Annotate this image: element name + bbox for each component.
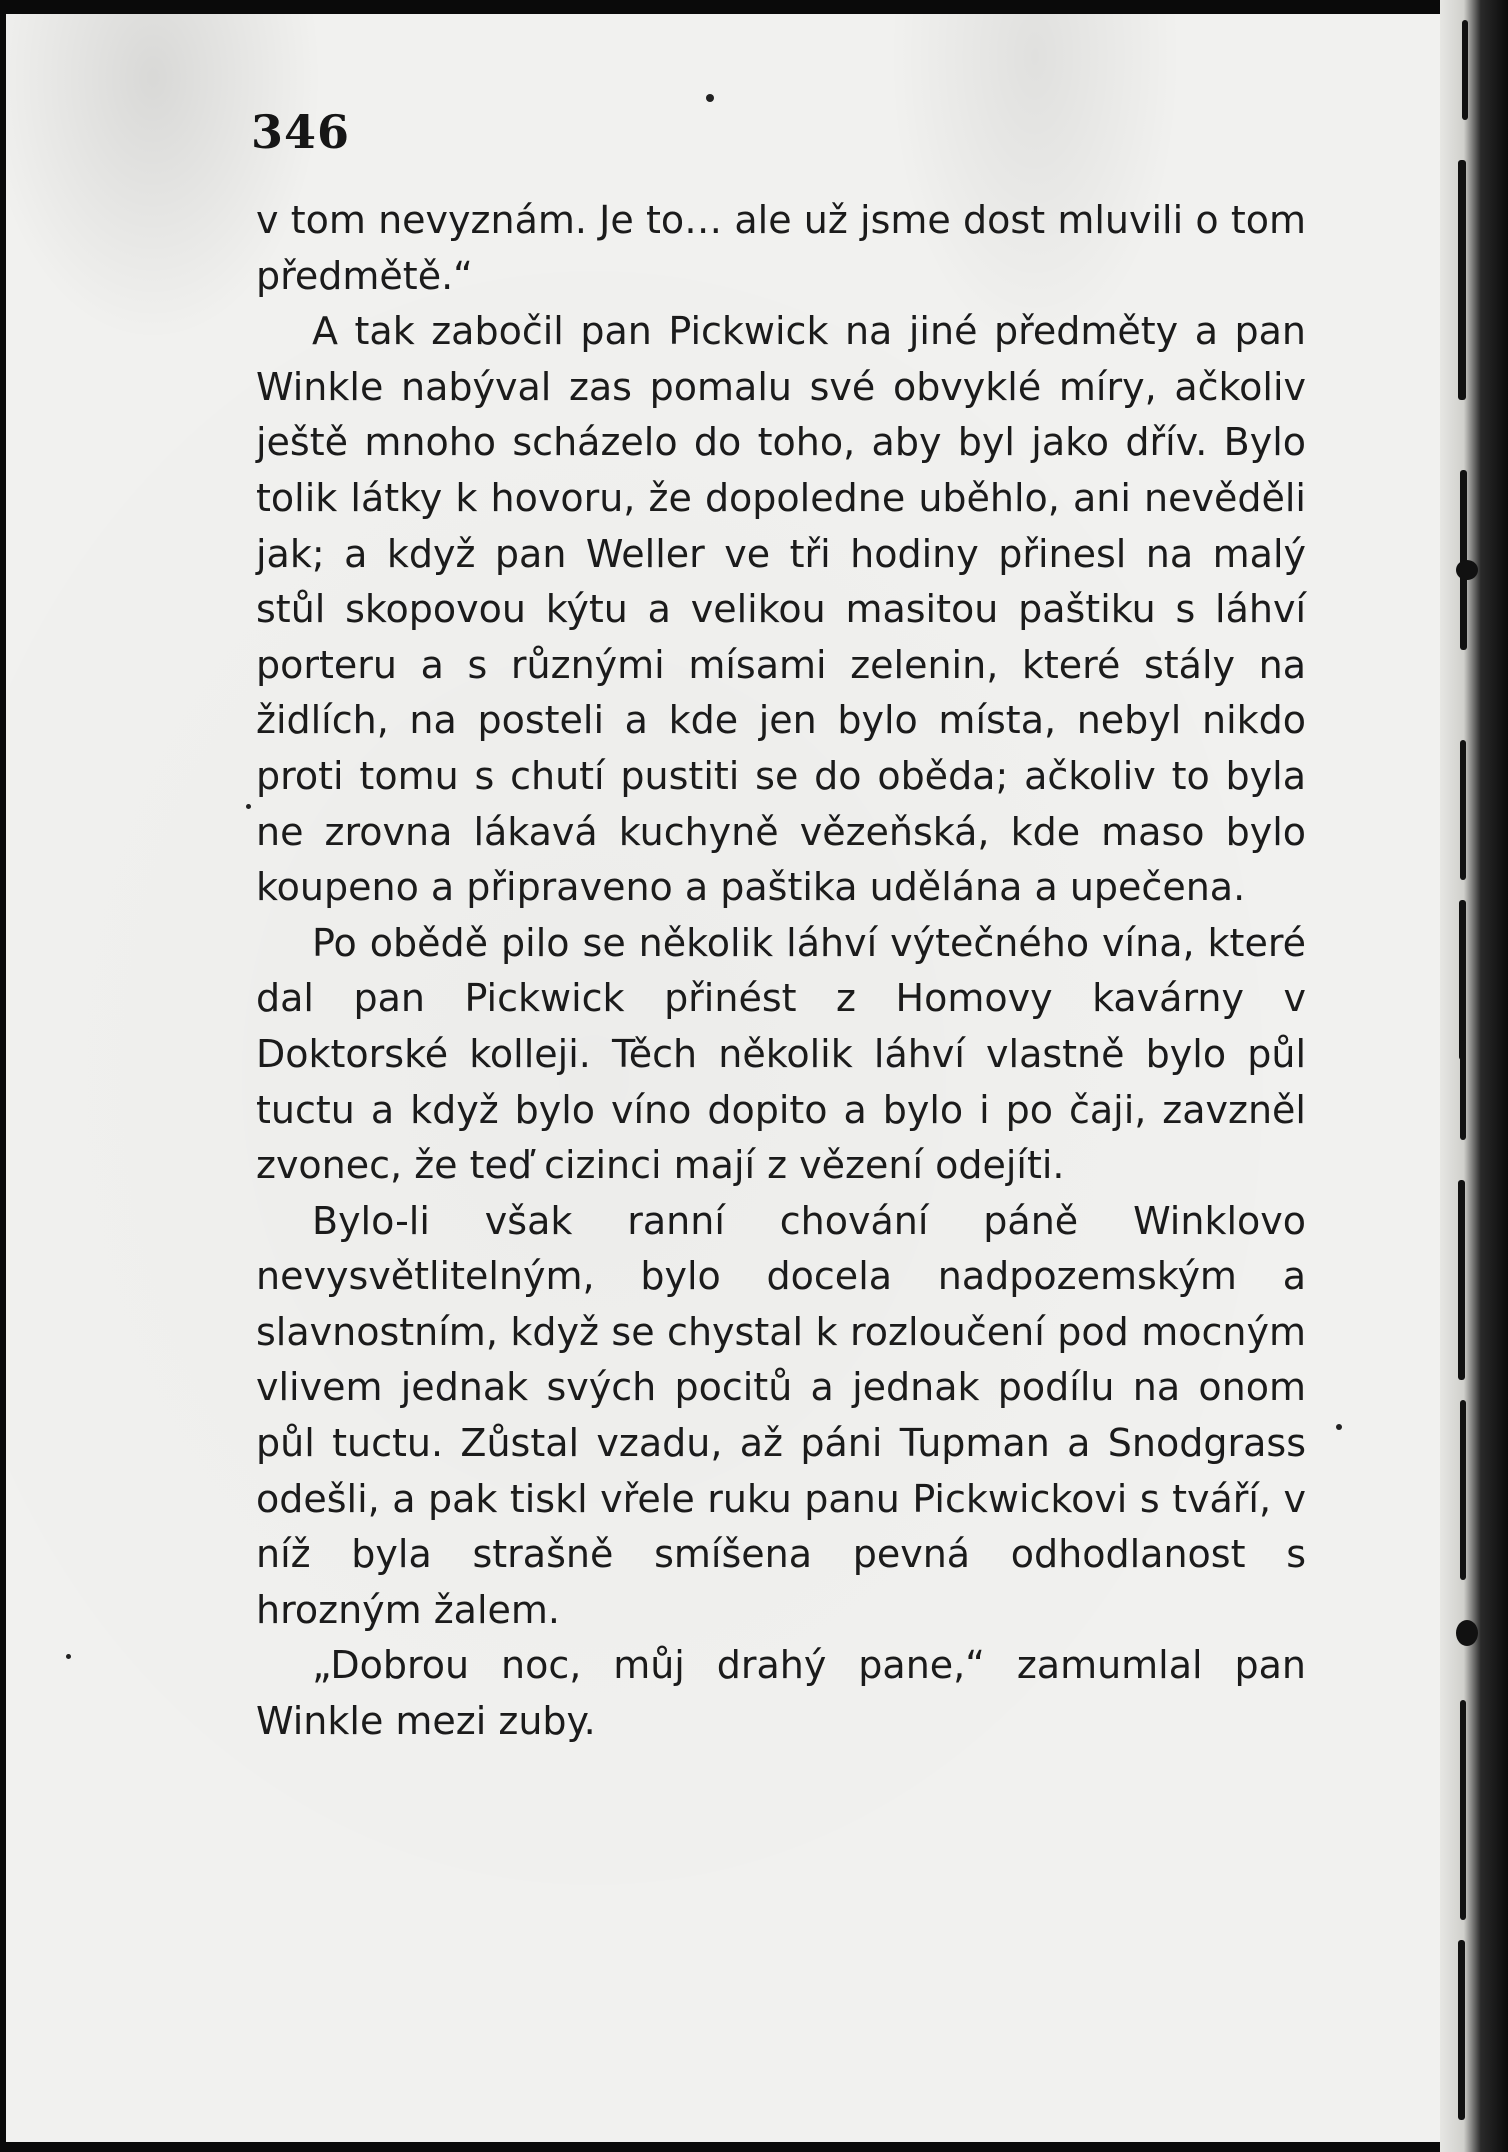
paragraph: v tom nevyznám. Je to… ale už jsme dost mluvili o tom předmětě.“ bbox=[256, 198, 1306, 298]
spine-mark bbox=[1460, 740, 1466, 880]
spine-mark bbox=[1460, 1700, 1466, 1920]
paragraph: „Dobrou noc, můj drahý pane,“ zamumlal pan Winkle mezi zuby. bbox=[256, 1643, 1306, 1744]
spine-mark bbox=[1458, 1180, 1465, 1380]
spine-mark bbox=[1460, 1040, 1466, 1140]
dust-speck bbox=[246, 804, 251, 809]
spine-mark bbox=[1460, 1400, 1466, 1580]
spine-mark bbox=[1459, 900, 1466, 1060]
dust-speck bbox=[66, 1654, 71, 1659]
dust-speck bbox=[1336, 1424, 1342, 1430]
dust-speck bbox=[706, 94, 714, 102]
body-text bbox=[256, 193, 1306, 1750]
spine-mark bbox=[1458, 1940, 1465, 2120]
paragraph: Po obědě pilo se několik láhví výtečného vína, které dal pan Pickwick přinést z Homovy kavárny v Doktorské kolleji. Těch několik láhví vlastně bylo půl tuctu a když bylo víno dopito a bylo i po čaji, zavzněl zvonec, že teď cizinci mají z vězení odejíti. bbox=[256, 920, 1306, 1188]
book-spine-edge bbox=[1440, 0, 1508, 2152]
paragraph: A tak zabočil pan Pickwick na jiné předměty a pan Winkle nabýval zas pomalu své obvyklé míry, ačkoliv ještě mnoho scházelo do toho, aby byl jako dřív. Bylo tolik látky k hovoru, že dopoledne uběhlo, ani nevěděli jak; a když pan Weller ve tři hodiny přinesl na malý stůl skopovou kýtu a velikou masitou paštiku s láhví porteru a s různými mísami zelenin, které stály na židlích, na posteli a kde jen bylo místa, nebyl nikdo proti tomu s chutí pustiti se do oběda; ačkoliv to byla ne zrovna lákavá kuchyně vězeňská, kde maso bylo koupeno a připraveno a paštika udělána a upečena. bbox=[256, 309, 1306, 910]
spine-mark bbox=[1456, 560, 1478, 580]
paragraph: Bylo-li však ranní chování páně Winklovo nevysvětlitelným, bylo docela nadpozemským a slavnostním, když se chystal k rozloučení pod mocným vlivem jednak svých pocitů a jednak podílu na onom půl tuctu. Zůstal vzadu, až páni Tupman a Snodgrass odešli, a pak tiskl vřele ruku panu Pickwickovi s tváří, v níž byla strašně smíšena pevná odhodlanost s hrozným žalem. bbox=[256, 1198, 1306, 1632]
spine-mark bbox=[1458, 160, 1466, 400]
page-number: 346 bbox=[251, 105, 351, 159]
spine-mark bbox=[1456, 1620, 1478, 1646]
spine-mark bbox=[1462, 20, 1468, 120]
